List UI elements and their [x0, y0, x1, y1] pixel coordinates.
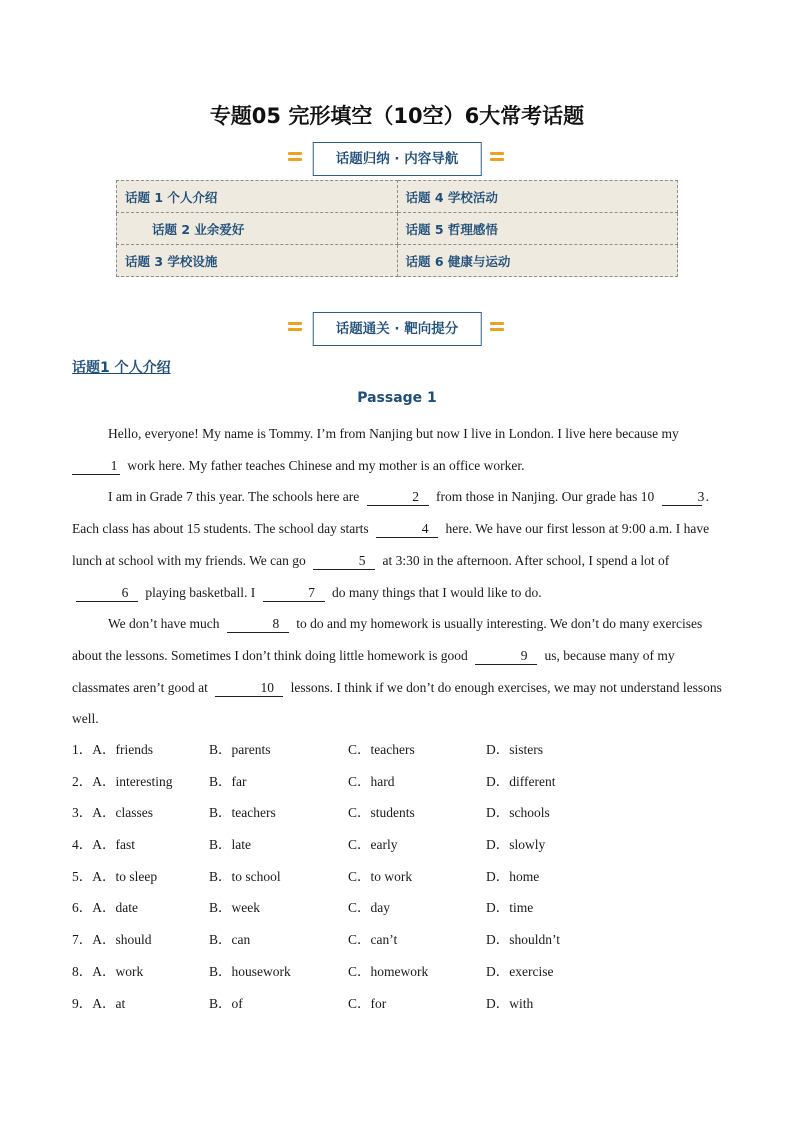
option-a[interactable]: 4．A．fast — [72, 837, 135, 853]
question-row — [72, 924, 722, 956]
option-c[interactable]: C．students — [348, 805, 415, 821]
text: here. We have our first lesson at 9:00 a.m. I have lunch at school with my friends. We can go — [72, 521, 710, 568]
text: playing basketball. I — [145, 584, 256, 600]
text: to do and my homework is usually interesting. We don’t do many exercises about the lessons. Sometimes I don’t think doing little homework is good — [72, 616, 703, 663]
option-d[interactable]: D．slowly — [486, 837, 546, 853]
practice-banner-box — [313, 312, 482, 346]
option-d[interactable]: D．schools — [486, 805, 550, 821]
option-d[interactable]: D．exercise — [486, 963, 554, 979]
text: Hello, everyone! My name is Tommy. I’m from Nanjing but now I live in London. I live here because my — [108, 426, 679, 441]
topic-row — [117, 181, 678, 213]
left-decor-icon — [288, 322, 302, 334]
text: us, because many of my classmates aren’t good at — [72, 647, 675, 695]
question-row — [72, 829, 722, 861]
text: work here. My father teaches Chinese and my mother is an office worker. — [127, 457, 525, 473]
blank-6: 6 — [76, 585, 138, 602]
option-d[interactable]: D．home — [486, 868, 540, 884]
text: I am in Grade 7 this year. The schools here are — [108, 489, 360, 505]
blank-7: 7 — [263, 585, 325, 602]
option-c[interactable]: C．hard — [348, 773, 395, 789]
option-b[interactable]: B．of — [209, 995, 243, 1011]
topic-6[interactable]: 话题 6 健康与运动 — [397, 245, 678, 277]
text: . Each class has about 15 students. The school day starts — [72, 489, 709, 537]
blank-8: 8 — [227, 616, 289, 633]
paragraph-3 — [72, 608, 722, 735]
question-row — [72, 861, 722, 893]
toc-banner-label: 话题归纳 · 内容导航 — [335, 151, 459, 167]
topic-row — [117, 213, 678, 245]
topic-4[interactable]: 话题 4 学校活动 — [397, 181, 678, 213]
option-d[interactable]: D．shouldn’t — [486, 932, 561, 948]
option-c[interactable]: C．early — [348, 837, 398, 853]
answer-options — [72, 734, 722, 1019]
option-b[interactable]: B．teachers — [209, 805, 276, 821]
blank-4: 4 — [376, 521, 438, 538]
option-c[interactable]: C．day — [348, 900, 390, 916]
practice-banner — [0, 312, 794, 350]
option-b[interactable]: B．can — [209, 932, 251, 948]
option-c[interactable]: C．to work — [348, 868, 413, 884]
topic-row — [117, 245, 678, 277]
option-d[interactable]: D．different — [486, 773, 556, 789]
toc-banner-box — [313, 142, 482, 176]
option-b[interactable]: B．week — [209, 900, 260, 916]
blank-9: 9 — [475, 648, 537, 665]
option-b[interactable]: B．far — [209, 773, 247, 789]
section-heading[interactable]: 话题1 个人介绍 — [72, 360, 171, 376]
option-b[interactable]: B．late — [209, 837, 251, 853]
topic-table — [116, 180, 678, 277]
passage-title: Passage 1 — [357, 390, 437, 406]
right-decor-icon — [490, 322, 504, 334]
passage-body — [72, 418, 722, 735]
option-c[interactable]: C．for — [348, 995, 387, 1011]
right-decor-icon — [490, 152, 504, 164]
blank-5: 5 — [313, 553, 375, 570]
option-a[interactable]: 2．A．interesting — [72, 773, 173, 789]
paragraph-2 — [72, 481, 722, 608]
option-a[interactable]: 3．A．classes — [72, 805, 153, 821]
topic-2[interactable]: 话题 2 业余爱好 — [117, 213, 398, 245]
text: do many things that I would like to do. — [331, 584, 542, 600]
text: lessons. I think if we don’t do enough exercises, we may not understand lessons well. — [72, 679, 722, 727]
blank-10: 10 — [215, 680, 283, 697]
option-b[interactable]: B．housework — [209, 963, 291, 979]
paragraph-1 — [72, 418, 722, 481]
question-row — [72, 956, 722, 988]
text: We don’t have much — [108, 616, 220, 632]
question-row — [72, 797, 722, 829]
option-a[interactable]: 5．A．to sleep — [72, 868, 158, 884]
option-d[interactable]: D．with — [486, 995, 534, 1011]
toc-banner — [0, 142, 794, 180]
option-c[interactable]: C．homework — [348, 963, 429, 979]
option-d[interactable]: D．sisters — [486, 742, 543, 757]
option-b[interactable]: B．parents — [209, 742, 271, 757]
option-c[interactable]: C．teachers — [348, 742, 415, 757]
text: from those in Nanjing. Our grade has 10 — [436, 489, 655, 505]
question-row — [72, 766, 722, 798]
page-title: 专题05 完形填空（10空）6大常考话题 — [209, 104, 585, 128]
option-b[interactable]: B．to school — [209, 868, 281, 884]
option-a[interactable]: 7．A．should — [72, 932, 152, 948]
option-a[interactable]: 6．A．date — [72, 900, 138, 916]
option-a[interactable]: 8．A．work — [72, 963, 144, 979]
blank-2: 2 — [367, 489, 429, 506]
blank-3: 3 — [662, 489, 702, 506]
topic-5[interactable]: 话题 5 哲理感悟 — [397, 213, 678, 245]
topic-3[interactable]: 话题 3 学校设施 — [117, 245, 398, 277]
question-row — [72, 988, 722, 1020]
practice-banner-label: 话题通关 · 靶向提分 — [335, 321, 459, 337]
left-decor-icon — [288, 152, 302, 164]
option-d[interactable]: D．time — [486, 900, 534, 916]
question-row — [72, 734, 722, 766]
topic-1[interactable]: 话题 1 个人介绍 — [117, 181, 398, 213]
option-c[interactable]: C．can’t — [348, 932, 398, 948]
question-row — [72, 892, 722, 924]
option-a[interactable]: 1．A．friends — [72, 742, 153, 757]
option-a[interactable]: 9．A．at — [72, 995, 126, 1011]
blank-1: 1 — [72, 458, 120, 475]
text: at 3:30 in the afternoon. After school, I spend a lot of — [382, 552, 670, 568]
